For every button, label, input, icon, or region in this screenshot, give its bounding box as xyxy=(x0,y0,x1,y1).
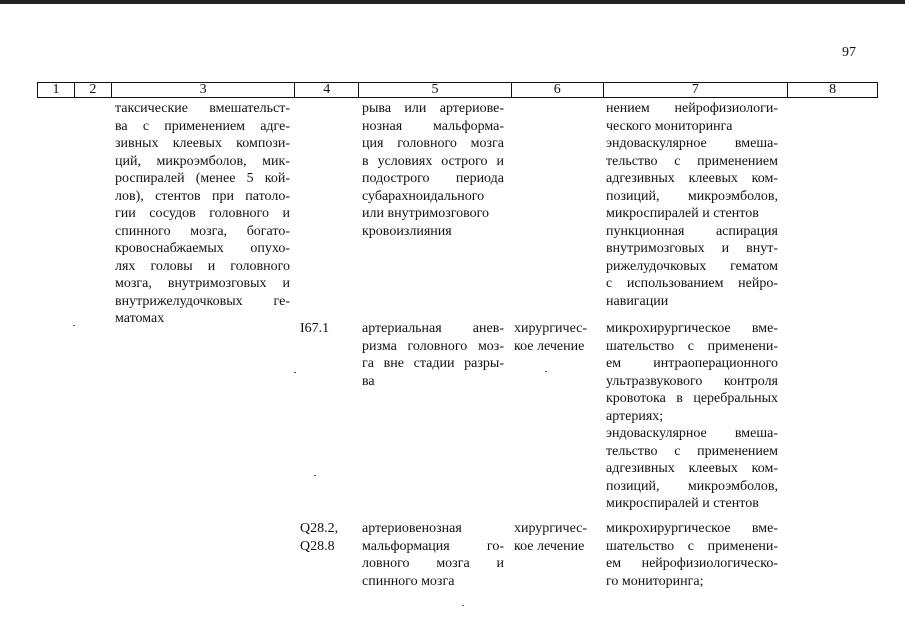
icd-code: Q28.8 xyxy=(300,538,335,554)
text-line: ций, микроэмболов, мик- xyxy=(115,153,290,169)
text-line: артериовенозная xyxy=(362,521,462,536)
text-line: спинного мозга xyxy=(362,573,455,589)
text-line: ловного мозга и xyxy=(362,556,504,571)
row3-col4-icd-code xyxy=(300,520,356,555)
text-line: кое лечение xyxy=(514,538,585,554)
text-line: кровоизлияния xyxy=(362,223,452,239)
text-line: внутрижелудочковых ге- xyxy=(115,293,290,309)
row2-col4-icd-code xyxy=(300,320,356,338)
text-line: ультразвукового контроля xyxy=(606,373,778,389)
header-col-6: 6 xyxy=(512,83,604,97)
text-line: ция головного мозга xyxy=(362,136,504,151)
text-line: навигации xyxy=(606,293,669,309)
row2-col5-diagnosis xyxy=(362,320,504,390)
text-line: лов), стентов при патоло- xyxy=(115,188,290,204)
text-line: позиций, микроэмболов, xyxy=(606,478,778,494)
text-line: го мониторинга; xyxy=(606,573,704,589)
text-line: эндоваскулярное вмеша- xyxy=(606,136,778,151)
text-line: таксические вмешательст- xyxy=(115,101,290,116)
text-line: микроспиралей и стентов xyxy=(606,496,759,511)
row2-col6-treatment-type xyxy=(514,320,600,355)
row1-col5-diagnosis xyxy=(362,100,504,240)
text-line: позиций, микроэмболов, xyxy=(606,188,778,204)
text-line: хирургичес- xyxy=(514,321,588,336)
text-line: эндоваскулярное вмеша- xyxy=(606,426,778,441)
top-border xyxy=(0,0,905,4)
text-line: пункционная аспирация xyxy=(606,223,778,239)
scan-speck xyxy=(462,605,464,606)
text-line: микрохирургическое вме- xyxy=(606,321,778,336)
text-line: ризма головного моз- xyxy=(362,338,504,354)
text-line: шательство с применени- xyxy=(606,538,778,554)
icd-code: Q28.2, xyxy=(300,521,339,536)
text-line: внутримозговых и внут- xyxy=(606,241,778,256)
text-line: ческого мониторинга xyxy=(606,118,733,134)
text-line: адгезивных клеевых ком- xyxy=(606,171,778,186)
text-line: нением нейрофизиологи- xyxy=(606,101,778,116)
row2-col7-treatment xyxy=(606,320,778,513)
text-line: рижелудочковых гематом xyxy=(606,258,778,274)
header-col-2: 2 xyxy=(75,83,112,97)
header-col-4: 4 xyxy=(295,83,359,97)
text-line: мозга, внутримозговых и xyxy=(115,276,290,291)
text-line: тельство с применением xyxy=(606,443,778,459)
row1-col3-method xyxy=(115,100,290,328)
text-line: микроспиралей и стентов xyxy=(606,206,759,221)
text-line: роспиралей (менее 5 кой- xyxy=(115,171,290,186)
row3-col5-diagnosis xyxy=(362,520,504,590)
text-line: нозная мальформа- xyxy=(362,118,504,134)
text-line: гии сосудов головного и xyxy=(115,206,290,221)
text-line: тельство с применением xyxy=(606,153,778,169)
text-line: артериальная анев- xyxy=(362,321,504,336)
text-line: адгезивных клеевых ком- xyxy=(606,461,778,476)
header-col-7: 7 xyxy=(604,83,789,97)
text-line: хирургичес- xyxy=(514,521,588,536)
row3-col6-treatment-type xyxy=(514,520,600,555)
row3-col7-treatment xyxy=(606,520,778,590)
text-line: кровоснабжаемых опухо- xyxy=(115,241,290,256)
header-col-8: 8 xyxy=(829,82,837,97)
icd-code: I67.1 xyxy=(300,321,330,336)
header-col-1: 1 xyxy=(38,83,75,97)
row1-col7-treatment xyxy=(606,100,778,310)
text-line: ем интраоперационного xyxy=(606,356,778,371)
text-line: зивных клеевых компози- xyxy=(115,136,290,151)
text-line: артериях; xyxy=(606,408,664,424)
text-line: ем нейрофизиологическо- xyxy=(606,556,778,571)
text-line: кровотока в церебральных xyxy=(606,391,778,406)
scan-speck xyxy=(73,325,75,326)
text-line: га вне стадии разры- xyxy=(362,356,504,371)
text-line: ва xyxy=(362,373,375,389)
scan-speck xyxy=(314,475,316,476)
text-line: или внутримозгового xyxy=(362,206,490,221)
header-col-5: 5 xyxy=(359,83,512,97)
text-line: кое лечение xyxy=(514,338,585,354)
text-line: микрохирургическое вме- xyxy=(606,521,778,536)
text-line: шательство с применени- xyxy=(606,338,778,354)
text-line: лях головы и головного xyxy=(115,258,290,274)
text-line: субарахноидального xyxy=(362,188,485,204)
text-line: мальформация го- xyxy=(362,538,504,554)
text-line: подострого периода xyxy=(362,171,504,186)
text-line: спинного мозга, богато- xyxy=(115,223,290,239)
text-line: рыва или артериове- xyxy=(362,101,504,116)
column-number-header xyxy=(37,82,878,98)
text-line: ва с применением адге- xyxy=(115,118,290,134)
text-line: в условиях острого и xyxy=(362,153,504,169)
header-col-3: 3 xyxy=(112,83,296,97)
scan-speck xyxy=(545,371,547,372)
text-line: матомах xyxy=(115,311,165,326)
text-line: с использованием нейро- xyxy=(606,276,778,291)
scan-speck xyxy=(294,372,296,373)
page-number: 97 xyxy=(842,45,856,60)
